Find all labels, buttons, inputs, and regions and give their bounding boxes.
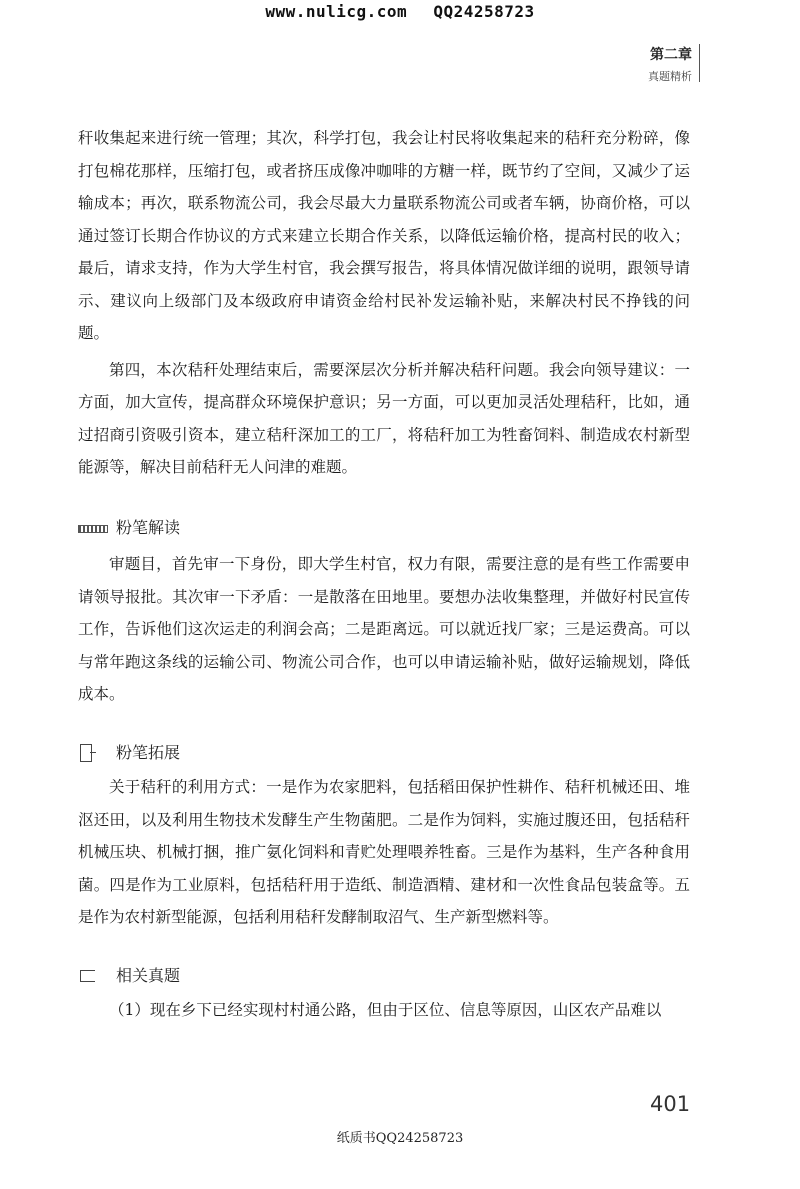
- section-jiedu-title: 粉笔解读: [116, 517, 181, 537]
- section-jiedu-text: 审题目，首先审一下身份，即大学生村官，权力有限，需要注意的是有些工作需要申请领导报批。其次审一下矛盾：一是散落在田地里。要想办法收集整理，并做好村民宣传工作，告诉他们这次运走的利润会高；二是距离远。可以就近找厂家；三是运费高。可以与常年跑这条线的运输公司、物流公司合作，也可以申请运输补贴，做好运输规划，降低成本。: [78, 555, 690, 703]
- body-paragraph-1: 秆收集起来进行统一管理；其次，科学打包，我会让村民将收集起来的秸秆充分粉碎，像打包棉花那样，压缩打包，或者挤压成像冲咖啡的方糖一样，既节约了空间，又减少了运输成本；再次，联系物流公司，我会尽最大力量联系物流公司或者车辆，协商价格，可以通过签订长期合作协议的方式来建立长期合作关系，以降低运输价格，提高村民的收入；最后，请求支持，作为大学生村官，我会撰写报告，将具体情况做详细的说明，跟领导请示、建议向上级部门及本级政府申请资金给村民补发运输补贴，来解决村民不挣钱的问题。: [78, 129, 690, 342]
- bottom-watermark: 纸质书QQ24258723: [336, 1131, 464, 1146]
- section-tuozhan-heading: [78, 737, 690, 770]
- chapter-header: [648, 44, 692, 84]
- top-watermark: [0, 2, 800, 21]
- qq-number: QQ24258723: [433, 2, 535, 21]
- section-zhenti-text: （1）现在乡下已经实现村村通公路，但由于区位、信息等原因，山区农产品难以: [109, 1001, 662, 1019]
- section-tuozhan-text: 关于秸秆的利用方式：一是作为农家肥料，包括稻田保护性耕作、秸秆机械还田、堆沤还田，以及利用生物技术发酵生产生物菌肥。二是作为饲料，实施过腹还田，包括秸秆机械压块、机械打捆，推广氨化饲料和青贮处理喂养牲畜。三是作为基料，生产各种食用菌。四是作为工业原料，包括秸秆用于造纸、制造酒精、建材和一次性食品包装盒等。五是作为农村新型能源，包括利用秸秆发酵制取沼气、生产新型燃料等。: [78, 778, 690, 926]
- page-content: [78, 122, 690, 1027]
- section-jiedu-heading: [78, 512, 690, 545]
- chapter-divider: [699, 44, 700, 82]
- section-tuozhan-title: 粉笔拓展: [116, 742, 181, 762]
- page-number: 401: [650, 1092, 691, 1116]
- section-marker-icon: [78, 521, 108, 535]
- site-url: www.nulicg.com: [265, 2, 408, 21]
- body-paragraph-2: 第四，本次秸秆处理结束后，需要深层次分析并解决秸秆问题。我会向领导建议：一方面，加大宣传，提高群众环境保护意识；另一方面，可以更加灵活处理秸秆，比如，通过招商引资吸引资本，建立秸秆深加工的工厂，将秸秆加工为牲畜饲料、制造成农村新型能源等，解决目前秸秆无人问津的难题。: [78, 360, 690, 476]
- chapter-subtitle: 真题精析: [648, 70, 692, 83]
- section-marker-icon: [78, 746, 108, 760]
- section-zhenti-heading: [78, 960, 690, 993]
- section-zhenti-title: 相关真题: [116, 965, 181, 985]
- section-marker-icon: [78, 969, 108, 983]
- chapter-title: 第二章: [650, 47, 692, 63]
